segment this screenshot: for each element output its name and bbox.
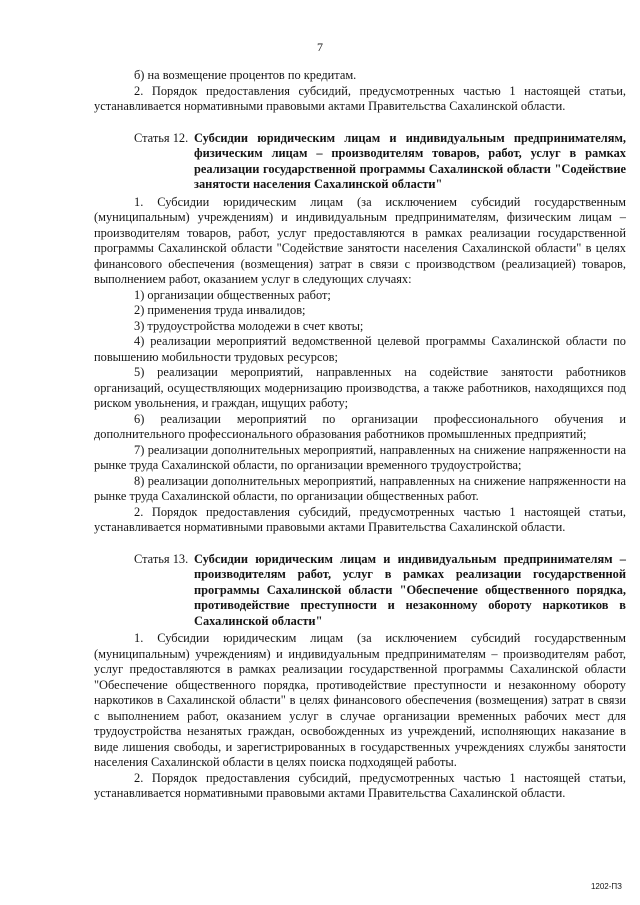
intro-paragraph: 2. Порядок предоставления субсидий, предусмотренных частью 1 настоящей статьи, устанавливается нормативными правовыми актами Правительства Сахалинской области. bbox=[94, 83, 626, 113]
article-12-paragraph-2: 2. Порядок предоставления субсидий, предусмотренных частью 1 настоящей статьи, устанавливается нормативными правовыми актами Правительства Сахалинской области. bbox=[94, 504, 626, 534]
article-12-item: 6) реализации мероприятий по организации профессионального обучения и дополнительного профессионального образования работников промышленных предприятий; bbox=[94, 411, 626, 441]
article-12-paragraph-1: 1. Субсидии юридическим лицам (за исключением субсидий государственным (муниципальным) учреждениям) и индивидуальным предпринимателям, физическим лицам – производителям товаров, работ, услуг предоставляются в рамках реализации государственной программы Сахалинской области "Содействие занятости населения Сахалинской области" в целях финансового обеспечения (возмещения) затрат в связи с производством (реализацией) товаров, выполнением работ, оказанием услуг в следующих случаях: bbox=[94, 194, 626, 286]
article-12-item: 5) реализации мероприятий, направленных на содействие занятости работников организаций, осуществляющих модернизацию производства, а также работников, находящихся под риском увольнения, и граждан, ищущих работу; bbox=[94, 365, 626, 410]
article-12-heading bbox=[94, 131, 626, 193]
article-12-item: 7) реализации дополнительных мероприятий, направленных на снижение напряженности на рынке труда Сахалинской области, по организации временного трудоустройства; bbox=[94, 442, 626, 472]
page-number: 7 bbox=[317, 40, 323, 54]
footer-code: 1202-ПЗ bbox=[590, 882, 622, 891]
article-13-paragraph-2: 2. Порядок предоставления субсидий, предусмотренных частью 1 настоящей статьи, устанавливается нормативными правовыми актами Правительства Сахалинской области. bbox=[94, 770, 626, 800]
intro-line: б) на возмещение процентов по кредитам. bbox=[134, 68, 357, 82]
article-12-item: 8) реализации дополнительных мероприятий, направленных на снижение напряженности на рынке труда Сахалинской области, по организации общественных работ. bbox=[94, 473, 626, 503]
article-13-heading bbox=[94, 552, 626, 630]
article-12-item: 2) применения труда инвалидов; bbox=[134, 303, 306, 317]
article-12-item: 1) организации общественных работ; bbox=[134, 287, 331, 302]
article-12-title: Субсидии юридическим лицам и индивидуальным предпринимателям, физическим лицам – производителям товаров, работ, услуг в рамках реализации государственной программы Сахалинской области "Содействие занятости населения Сахалинской области" bbox=[194, 130, 626, 191]
article-13-label: Статья 13. bbox=[134, 551, 189, 566]
article-12-item: 4) реализации мероприятий ведомственной целевой программы Сахалинской области по повышению мобильности трудовых ресурсов; bbox=[94, 334, 626, 364]
document-body bbox=[94, 68, 626, 802]
article-12-item: 3) трудоустройства молодежи в счет квоты; bbox=[134, 318, 364, 333]
article-12-label: Статья 12. bbox=[134, 130, 189, 145]
article-13-title: Субсидии юридическим лицам и индивидуальным предпринимателям – производителям работ, услуг в рамках реализации государственной программы Сахалинской области "Обеспечение общественного порядка, противодействие преступности и незаконному обороту наркотиков в Сахалинской области" bbox=[194, 551, 626, 628]
article-13-paragraph-1: 1. Субсидии юридическим лицам (за исключением субсидий государственным (муниципальным) учреждениям) и индивидуальным предпринимателям – производителям работ, услуг предоставляются в рамках реализации государственной программы Сахалинской области "Обеспечение общественного порядка, противодействие преступности и незаконному обороту наркотиков в Сахалинской области" в целях финансового обеспечения (возмещения) затрат в связи с выполнением работ, оказанием услуг в случае организации временных рабочих мест для трудоустройства незанятых граждан, освобожденных из учреждений, исполняющих наказание в виде лишения свободы, и зарегистрированных в государственных учреждениях службы занятости населения Сахалинской области в целях поиска подходящей работы. bbox=[94, 631, 626, 769]
